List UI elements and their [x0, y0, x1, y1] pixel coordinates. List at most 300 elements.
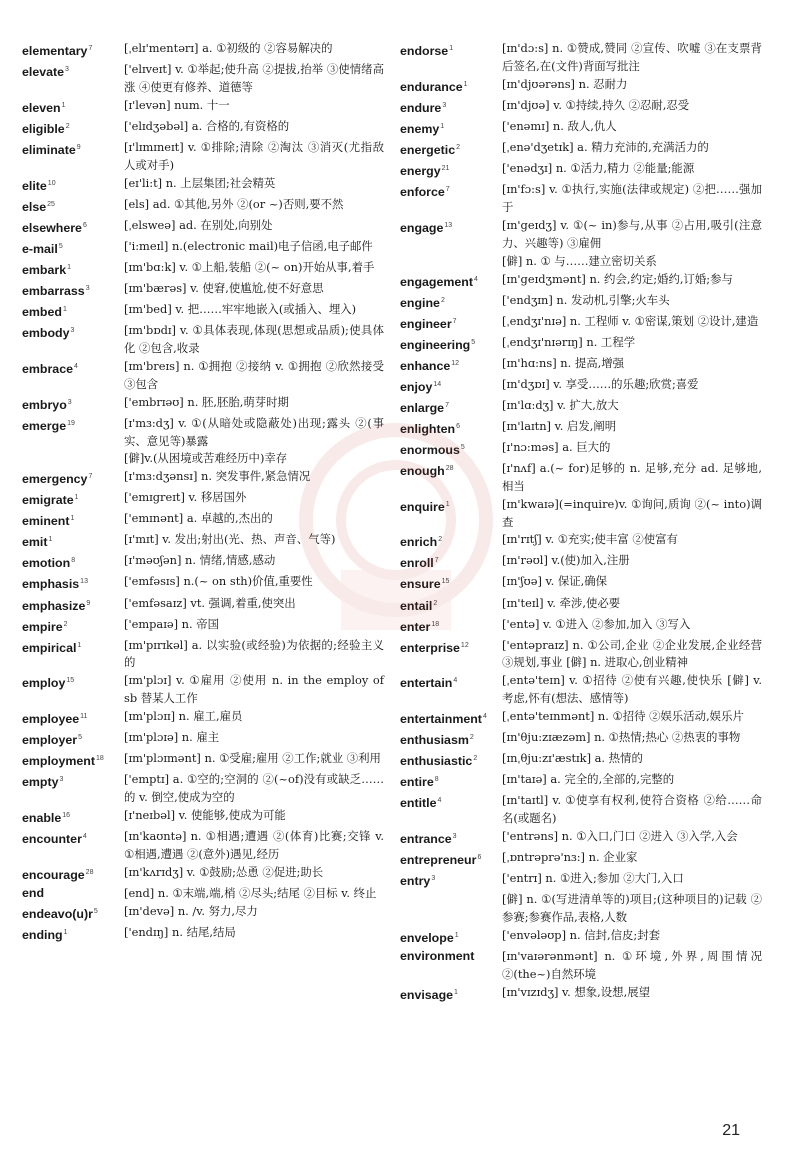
- dictionary-entry: [400, 531, 762, 552]
- headword: [400, 637, 500, 673]
- dictionary-entry: [22, 771, 384, 807]
- frequency-count: 7: [434, 557, 439, 565]
- headword: [400, 849, 500, 870]
- dictionary-entry: [400, 948, 762, 984]
- headword: [400, 771, 500, 792]
- headword: [22, 175, 122, 196]
- definition-text: [ˌenə'dʒetɪk] a. 精力充沛的,充满活力的: [502, 139, 709, 154]
- dictionary-entry: [22, 924, 384, 945]
- dictionary-entry: [400, 984, 762, 1005]
- definition-text: [僻]v.(从困境或苦难经历中)幸存: [124, 451, 288, 466]
- headword-text: enjoy: [400, 379, 433, 394]
- dictionary-entry: [400, 573, 762, 594]
- definition-text: [ɪn'kwaɪə](=inquire)v. ①询问,质询 ②(~ into)调查: [502, 496, 762, 529]
- frequency-count: 2: [63, 620, 68, 628]
- headword-text: engage: [400, 220, 444, 235]
- headword: [22, 616, 122, 637]
- definition-text: [ˌelɪ'mentərɪ] a. ①初级的 ②容易解决的: [124, 41, 333, 55]
- headword: [22, 415, 122, 451]
- dictionary-entry: [22, 217, 384, 238]
- frequency-count: 4: [73, 362, 78, 370]
- dictionary-entry: [22, 573, 384, 594]
- dictionary-entry: [22, 708, 384, 729]
- headword-text: emotion: [22, 556, 71, 571]
- definition-text: [ɪm'plɔɪmənt] n. ①受雇;雇用 ②工作;就业 ③利用: [124, 751, 381, 766]
- headword-text: enter: [400, 619, 431, 634]
- headword: [400, 891, 500, 927]
- headword: [400, 750, 500, 771]
- headword: [22, 885, 122, 903]
- headword: [400, 160, 500, 181]
- headword: [22, 217, 122, 238]
- dictionary-entry: [400, 870, 762, 891]
- definition-text: [ˌentə'teɪnmənt] n. ①招待 ②娱乐活动,娱乐片: [502, 709, 744, 724]
- definition-text: [ɪn'djʊə] v. ①持续,持久 ②忍耐,忍受: [502, 97, 690, 112]
- headword-text: employer: [22, 733, 78, 748]
- frequency-count: 15: [66, 677, 75, 685]
- dictionary-entry: [400, 397, 762, 418]
- definition-text: ['entəpraɪz] n. ①公司,企业 ②企业发展,企业经营 ③规划,事业 [僻] n. 进取心,创业精神: [502, 637, 762, 670]
- definition-text: [ɪ'lɪmɪneɪt] v. ①排除;清除 ②淘汰 ③消灭(尤指敌人或对手): [124, 139, 384, 172]
- definition-text: [ˌɒntrəprə'nɜ:] n. 企业家: [502, 850, 638, 865]
- definition-text: [ɪm'bɑ:k] v. ①上船,装船 ②(~ on)开始从事,着手: [124, 259, 375, 274]
- headword-text: enormous: [400, 442, 460, 457]
- dictionary-entry: [22, 468, 384, 489]
- headword: [22, 510, 122, 531]
- dictionary-entry: [400, 334, 762, 355]
- definition-text: [ɪn'dʒɒɪ] v. 享受……的乐趣;欣赏;喜爱: [502, 376, 699, 391]
- dictionary-entry: [22, 450, 384, 468]
- headword: [400, 828, 500, 849]
- definition-text: [ˌentə'teɪn] v. ①招待 ②使有兴趣,使快乐 [僻] v. 考虑,怀有(想法、感情等): [502, 673, 762, 706]
- headword-text: enemy: [400, 122, 440, 136]
- definition-text: [ɪ'levən] num. 十一: [124, 97, 230, 112]
- definition-text: ['empaɪə] n. 帝国: [124, 616, 220, 631]
- headword-text: entire: [400, 775, 434, 790]
- frequency-count: 6: [456, 422, 460, 430]
- headword-text: enquire: [400, 499, 445, 514]
- frequency-count: 25: [47, 200, 55, 208]
- frequency-count: 3: [431, 875, 436, 883]
- headword: [22, 301, 122, 322]
- frequency-count: 2: [65, 122, 70, 130]
- headword-text: engineer: [400, 316, 452, 331]
- frequency-count: 7: [445, 185, 450, 193]
- definition-text: [ɪ'mɜ:dʒ] v. ①(从暗处或隐蔽处)出现;露头 ②(事实、意见等)暴露: [124, 415, 384, 448]
- dictionary-entry: [22, 552, 384, 573]
- headword-text: envisage: [400, 988, 454, 1002]
- headword-text: embryo: [22, 397, 67, 412]
- dictionary-entry: [22, 238, 384, 259]
- frequency-count: 4: [473, 275, 478, 283]
- headword-text: enrich: [400, 535, 438, 550]
- definition-text: [ɪn'dɔ:s] n. ①赞成,赞同 ②宣传、吹嘘 ③在支票背后签名,在(文件)背面写批注: [502, 41, 762, 73]
- frequency-count: 7: [88, 45, 93, 52]
- frequency-count: 16: [62, 812, 71, 820]
- dictionary-entry: [22, 489, 384, 510]
- headword: [400, 292, 500, 313]
- dictionary-entry: [22, 637, 384, 673]
- definition-text: [ɪnˌθju:zɪ'æstɪk] a. 热情的: [502, 751, 643, 766]
- frequency-count: 1: [445, 500, 450, 508]
- headword: [400, 948, 500, 984]
- headword-text: entertainment: [400, 712, 482, 727]
- frequency-count: 1: [463, 80, 468, 88]
- frequency-count: 9: [76, 143, 81, 151]
- frequency-count: 4: [82, 833, 87, 841]
- headword-text: end: [22, 885, 45, 900]
- definition-text: ['enədʒɪ] n. ①活力,精力 ②能量;能源: [502, 160, 695, 175]
- definition-text: [ɪ'mɪt] v. 发出;射出(光、热、声音、气等): [124, 532, 336, 547]
- headword: [400, 139, 500, 160]
- headword-text: energetic: [400, 143, 456, 158]
- headword: [22, 489, 122, 510]
- dictionary-entry: [22, 40, 384, 61]
- dictionary-entry: [22, 807, 384, 828]
- definition-text: [ɪn'hɑ:ns] n. 提高,增强: [502, 355, 625, 370]
- definition-text: ['elɪveɪt] v. ①举起;使升高 ②提拔,抬举 ③使情绪高涨 ④使更有修养、道德等: [124, 62, 384, 94]
- definition-text: [ɪm'plɔɪɪ] n. 雇工,雇员: [124, 709, 243, 724]
- frequency-count: 28: [85, 868, 94, 876]
- headword: [400, 334, 500, 355]
- headword-text: emigrate: [22, 493, 74, 508]
- dictionary-entry: [22, 531, 384, 552]
- headword: [22, 97, 122, 118]
- headword: [400, 984, 500, 1005]
- headword: [22, 729, 122, 750]
- headword-text: empirical: [22, 640, 77, 655]
- headword-text: embark: [22, 262, 67, 277]
- headword: [22, 196, 122, 217]
- headword-text: ending: [22, 928, 63, 943]
- definition-text: [ɪn'laɪtn] v. 启发,阐明: [502, 418, 617, 433]
- definition-text: [ɪn'geɪdʒmənt] n. 约会,约定;婚约,订婚;参与: [502, 271, 733, 286]
- headword: [22, 280, 122, 301]
- headword-text: environment: [400, 949, 475, 964]
- definition-text: [ɪn'devə] n. /v. 努力,尽力: [124, 903, 258, 918]
- dictionary-entry: [400, 139, 762, 160]
- definition-text: [ɪm'plɔɪ] v. ①雇用 ②使用 n. in the employ of sb 替某人工作: [124, 673, 384, 706]
- headword-text: entrance: [400, 832, 452, 847]
- headword-text: emphasize: [22, 598, 86, 613]
- frequency-count: 4: [453, 677, 458, 685]
- definition-text: [eɪ'li:t] n. 上层集团;社会精英: [124, 175, 276, 190]
- headword: [22, 259, 122, 280]
- headword: [400, 418, 500, 439]
- frequency-count: 4: [437, 797, 442, 805]
- frequency-count: 3: [442, 101, 447, 109]
- dictionary-entry: [22, 97, 384, 118]
- dictionary-entry: [400, 616, 762, 637]
- definition-text: [ɪ'nʌf] a.(~ for)足够的 n. 足够,充分 ad. 足够地,相当: [502, 460, 762, 493]
- headword: [400, 616, 500, 637]
- dictionary-entry: [22, 322, 384, 358]
- headword: [22, 358, 122, 394]
- definition-text: ['emptɪ] a. ①空的;空洞的 ②(~of)没有或缺乏……的 v. 倒空,使成为空的: [124, 772, 384, 805]
- definition-text: [end] n. ①末端,端,梢 ②尽头;结尾 ②目标 v. 终止: [124, 885, 377, 900]
- frequency-count: 7: [452, 317, 457, 325]
- frequency-count: 4: [482, 713, 487, 721]
- frequency-count: 2: [469, 734, 474, 742]
- headword-text: entitle: [400, 796, 437, 811]
- dictionary-entry: [400, 160, 762, 181]
- frequency-count: 18: [95, 755, 104, 763]
- definition-text: [ɪ'mɜ:dʒənsɪ] n. 突发事件,紧急情况: [124, 469, 311, 484]
- frequency-count: 3: [452, 833, 457, 841]
- headword-text: embed: [22, 305, 62, 320]
- headword-text: enlighten: [400, 421, 456, 436]
- headword: [22, 531, 122, 552]
- dictionary-entry: [22, 118, 384, 139]
- frequency-count: 8: [434, 776, 439, 784]
- frequency-count: 14: [433, 380, 442, 388]
- headword: [22, 750, 122, 771]
- frequency-count: 3: [70, 326, 75, 334]
- definition-text: ['entrəns] n. ①入口,门口 ②进入 ③入学,入会: [502, 829, 738, 844]
- frequency-count: 8: [71, 557, 76, 565]
- definition-text: ['emɪgreɪt] v. 移居国外: [124, 490, 247, 505]
- headword-text: employment: [22, 754, 95, 769]
- headword-text: enroll: [400, 556, 434, 571]
- dictionary-entry: [400, 595, 762, 616]
- frequency-count: 3: [85, 284, 90, 292]
- definition-text: [ɪm'bed] v. 把……牢牢地嵌入(或插入、埋入): [124, 301, 357, 316]
- headword: [22, 118, 122, 139]
- headword-text: elite: [22, 178, 47, 193]
- dictionary-entry: [400, 253, 762, 271]
- frequency-count: 2: [473, 755, 478, 763]
- headword-text: engineering: [400, 337, 471, 352]
- headword-text: emergency: [22, 472, 88, 487]
- headword-text: embody: [22, 326, 70, 341]
- headword-text: envelope: [400, 931, 454, 946]
- headword-text: embrace: [22, 361, 73, 376]
- headword-text: eminent: [22, 514, 70, 529]
- definition-text: [ˌendʒɪ'nɪərɪŋ] n. 工程学: [502, 334, 636, 349]
- frequency-count: 18: [431, 620, 440, 628]
- headword: [400, 870, 500, 891]
- headword-text: e-mail: [22, 241, 58, 256]
- frequency-count: 1: [454, 932, 459, 940]
- dictionary-entry: [400, 376, 762, 397]
- definition-text: ['emɪnənt] a. 卓越的,杰出的: [124, 511, 273, 526]
- headword-text: endorse: [400, 44, 449, 59]
- definition-text: [ɪn'kaʊntə] n. ①相遇;遭遇 ②(体育)比赛;交锋 v. ①相遇,遭遇 ②(意外)遇见,经历: [124, 829, 384, 862]
- headword-text: encounter: [22, 832, 82, 847]
- dictionary-entry: [400, 552, 762, 573]
- frequency-count: 2: [438, 536, 443, 544]
- dictionary-entry: [22, 595, 384, 616]
- definition-text: [ɪm'pɪrɪkəl] a. 以实验(或经验)为依据的;经验主义的: [124, 637, 384, 670]
- definition-text: [ɪ'məʊʃən] n. 情绪,情感,感动: [124, 553, 276, 568]
- definition-text: ['embrɪəʊ] n. 胚,胚胎,萌芽时期: [124, 394, 289, 409]
- headword: [400, 397, 500, 418]
- definition-text: [ɪn'ʃʊə] v. 保证,确保: [502, 574, 608, 589]
- headword: [22, 468, 122, 489]
- dictionary-entry: [22, 616, 384, 637]
- dictionary-entry: [400, 439, 762, 460]
- definition-text: [ɪn'geɪdʒ] v. ①(~ in)参与,从事 ②占用,吸引(注意力、兴趣等) ③雇佣: [502, 217, 762, 250]
- headword: [22, 139, 122, 175]
- headword-text: enthusiasm: [400, 733, 469, 748]
- headword-text: entry: [400, 874, 431, 889]
- definition-text: [ɪn'taɪtl] v. ①使享有权利,使符合资格 ②给……命名(或题名): [502, 793, 762, 826]
- definition-text: [ɪn'θju:zɪæzəm] n. ①热情;热心 ②热衷的事物: [502, 730, 741, 745]
- frequency-count: 19: [67, 419, 75, 427]
- definition-text: ['emfəsɪs] n.(~ on sth)价值,重要性: [124, 574, 313, 589]
- definition-text: [ɪn'fɔ:s] v. ①执行,实施(法律或规定) ②把……强加于: [502, 181, 762, 214]
- headword-text: enhance: [400, 358, 451, 373]
- headword-text: entertain: [400, 676, 453, 691]
- frequency-count: 2: [440, 296, 445, 304]
- dictionary-entry: [400, 672, 762, 708]
- headword-text: elementary: [22, 44, 88, 59]
- page-number: 21: [722, 1122, 740, 1139]
- headword: [400, 552, 500, 573]
- headword-text: endurance: [400, 79, 463, 94]
- definition-text: [ɪn'lɑ:dʒ] v. 扩大,放大: [502, 397, 619, 412]
- dictionary-entry: [400, 460, 762, 496]
- dictionary-entry: [400, 40, 762, 76]
- frequency-count: 9: [86, 599, 91, 607]
- definition-text: ['enəmɪ] n. 敌人,仇人: [502, 118, 617, 133]
- definition-text: [els] ad. ①其他,另外 ②(or ~)否则,要不然: [124, 196, 344, 211]
- definition-text: [ɪm'plɔɪə] n. 雇主: [124, 730, 220, 745]
- headword: [400, 271, 500, 292]
- headword: [400, 496, 500, 532]
- headword-text: eligible: [22, 122, 65, 136]
- headword-text: else: [22, 199, 47, 214]
- dictionary-entry: [22, 750, 384, 771]
- frequency-count: 2: [456, 143, 460, 151]
- frequency-count: 13: [80, 578, 88, 586]
- headword: [400, 40, 500, 76]
- headword: [22, 573, 122, 594]
- headword-text: elevate: [22, 65, 65, 80]
- headword-text: engagement: [400, 274, 473, 289]
- headword: [22, 924, 122, 945]
- headword-text: entrepreneur: [400, 853, 477, 868]
- headword-text: encourage: [22, 868, 85, 883]
- headword: [400, 313, 500, 334]
- headword: [400, 118, 500, 139]
- headword: [22, 771, 122, 807]
- frequency-count: 1: [440, 122, 445, 130]
- frequency-count: 1: [62, 305, 67, 313]
- dictionary-entry: [400, 418, 762, 439]
- headword: [400, 253, 500, 271]
- dictionary-entry: [400, 292, 762, 313]
- definition-text: [ˌelsweə] ad. 在别处,向别处: [124, 217, 273, 232]
- dictionary-entry: [22, 729, 384, 750]
- frequency-count: 7: [88, 473, 93, 481]
- definition-text: [ɪn'kʌrɪdʒ] v. ①鼓励;怂恿 ②促进;助长: [124, 864, 324, 879]
- headword: [400, 376, 500, 397]
- headword: [400, 927, 500, 948]
- headword-text: eleven: [22, 100, 61, 115]
- dictionary-entry: [400, 217, 762, 253]
- definition-text: ['i:meɪl] n.(electronic mail)电子信函,电子邮件: [124, 238, 373, 253]
- dictionary-entry: [22, 358, 384, 394]
- frequency-count: 2: [433, 599, 438, 607]
- dictionary-entry: [400, 637, 762, 673]
- headword: [400, 439, 500, 460]
- dictionary-entry: [22, 259, 384, 280]
- frequency-count: 28: [445, 464, 454, 472]
- dictionary-entry: [400, 792, 762, 828]
- frequency-count: 6: [82, 221, 87, 229]
- dictionary-entry: [22, 415, 384, 451]
- headword: [400, 792, 500, 828]
- headword-text: elsewhere: [22, 220, 82, 235]
- dictionary-entry: [400, 828, 762, 849]
- definition-text: [ɪm'bærəs] v. 使窘,使尴尬,使不好意思: [124, 280, 324, 295]
- definition-text: [ɪ'nɔ:məs] a. 巨大的: [502, 439, 611, 454]
- frequency-count: 5: [78, 734, 82, 742]
- frequency-count: 5: [58, 242, 63, 250]
- headword: [400, 729, 500, 750]
- dictionary-entry: [400, 271, 762, 292]
- dictionary-entry: [400, 849, 762, 870]
- headword: [22, 394, 122, 415]
- dictionary-entry: [22, 301, 384, 322]
- headword: [22, 552, 122, 573]
- frequency-count: 5: [471, 338, 476, 346]
- headword: [22, 238, 122, 259]
- frequency-count: 5: [460, 443, 465, 451]
- dictionary-entry: [22, 510, 384, 531]
- headword: [22, 828, 122, 864]
- headword-text: enlarge: [400, 400, 445, 415]
- frequency-count: 15: [441, 578, 450, 586]
- headword: [400, 460, 500, 496]
- headword-text: emphasis: [22, 577, 80, 592]
- dictionary-entry: [22, 139, 384, 175]
- headword: [400, 217, 500, 253]
- dictionary-entry: [400, 708, 762, 729]
- headword: [22, 807, 122, 828]
- definition-text: [ɪm'breɪs] n. ①拥抱 ②接纳 v. ①拥抱 ②欣然接受 ③包含: [124, 358, 384, 391]
- dictionary-entry: [22, 196, 384, 217]
- dictionary-entry: [400, 76, 762, 97]
- headword-text: employee: [22, 712, 80, 727]
- headword-text: endure: [400, 100, 442, 115]
- headword: [22, 595, 122, 616]
- headword-text: energy: [400, 164, 441, 179]
- headword: [400, 531, 500, 552]
- frequency-count: 1: [61, 101, 66, 109]
- headword: [22, 450, 122, 468]
- dictionary-entry: [400, 313, 762, 334]
- definition-text: [ɪn'teɪl] v. 牵涉,使必要: [502, 595, 621, 610]
- dictionary-entry: [22, 175, 384, 196]
- frequency-count: 21: [441, 164, 450, 172]
- definition-text: ['endʒɪn] n. 发动机,引擎;火车头: [502, 292, 670, 307]
- frequency-count: 13: [444, 221, 453, 229]
- frequency-count: 7: [445, 401, 449, 409]
- headword: [400, 672, 500, 708]
- dictionary-entry: [22, 885, 384, 903]
- headword-text: entail: [400, 598, 433, 613]
- headword-text: emit: [22, 535, 48, 550]
- headword-text: employ: [22, 676, 66, 691]
- dictionary-entry: [400, 927, 762, 948]
- dictionary-entry: [22, 61, 384, 97]
- headword-text: empty: [22, 775, 59, 790]
- headword-text: engine: [400, 295, 440, 310]
- frequency-count: 1: [63, 928, 68, 936]
- frequency-count: 3: [65, 66, 69, 74]
